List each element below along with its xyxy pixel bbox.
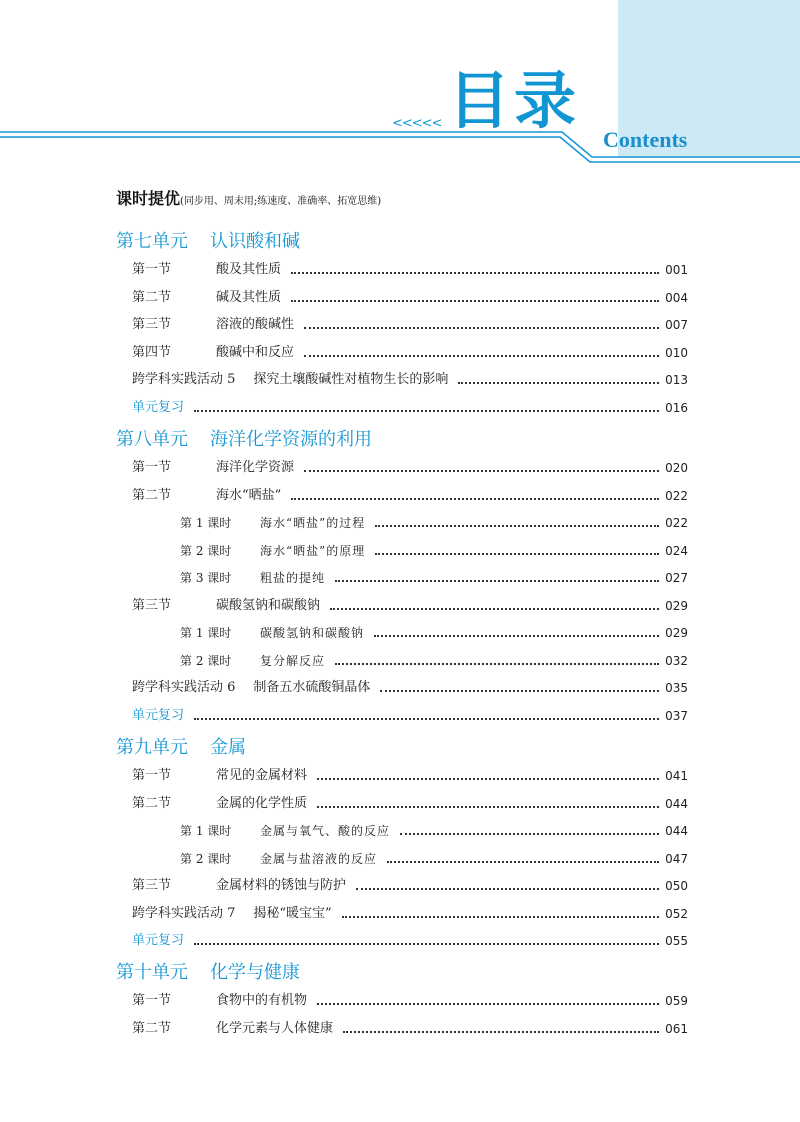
entry-label: 第三节 [132,597,172,613]
toc-entry[interactable] [132,906,688,922]
entry-page: 061 [665,1021,688,1036]
entry-title: 海水“晒盐” [216,487,282,503]
toc-entry[interactable] [132,345,688,361]
toc-entry[interactable] [132,768,688,784]
intro-label: 课时提优 [116,189,181,208]
entry-title: 碱及其性质 [216,289,282,305]
dot-leader [380,690,659,692]
entry-label: 第三节 [132,878,172,893]
entry-page: 041 [665,769,688,783]
entry-label: 第二节 [132,487,172,503]
entry-title: 碳酸氢钠和碳酸钠 [260,626,365,640]
toc-entry[interactable] [180,515,688,531]
dot-leader [342,916,659,918]
unit-title: 海洋化学资源的利用 [210,429,372,450]
entry-label: 第 1 课时 [180,626,232,640]
dot-leader [291,272,659,274]
dot-leader [194,410,659,412]
entry-title: 金属材料的锈蚀与防护 [216,878,347,893]
entry-page: 001 [665,263,688,277]
page-title: 目录 [448,64,581,137]
entry-page: 044 [665,796,688,811]
entry-label: 第 1 课时 [180,824,232,838]
entry-page: 016 [665,400,688,415]
entry-page: 029 [665,626,688,640]
toc-entry[interactable] [180,653,688,669]
toc-entry[interactable] [132,796,688,812]
entry-title: 常见的金属材料 [216,768,308,783]
dot-leader [317,778,659,780]
toc-entry[interactable] [132,400,688,416]
entry-label: 第二节 [132,289,172,305]
toc-entry[interactable] [132,1021,688,1037]
entry-title: 溶液的酸碱性 [216,317,295,332]
entry-page: 037 [665,708,688,723]
entry-title: 化学元素与人体健康 [216,1020,334,1036]
entry-label: 第二节 [132,1020,172,1036]
entry-label: 跨学科实践活动 7 [132,905,236,921]
dot-leader [374,635,659,637]
dot-leader [335,580,659,582]
dot-leader [304,355,659,357]
toc-entry[interactable] [132,488,688,504]
dot-leader [335,663,659,665]
toc-entry[interactable] [180,823,688,839]
toc-entry[interactable] [132,317,688,333]
toc-entry[interactable] [132,460,688,476]
entry-title: 碳酸氢钠和碳酸钠 [216,597,321,613]
entry-title: 金属与氧气、酸的反应 [260,824,391,838]
dot-leader [317,806,659,808]
entry-page: 022 [665,516,688,530]
unit-heading [116,232,300,252]
dot-leader [343,1031,659,1033]
entry-label: 第 1 课时 [180,516,232,530]
unit-heading [116,430,372,450]
entry-page: 050 [665,879,688,893]
entry-label: 单元复习 [132,933,185,948]
entry-page: 022 [665,488,688,503]
dot-leader [375,525,659,527]
entry-page: 020 [665,461,688,475]
toc-entry[interactable] [132,878,688,894]
entry-label: 第 3 课时 [180,571,232,585]
unit-title: 化学与健康 [210,962,300,983]
entry-label: 第 2 课时 [180,851,232,866]
dot-leader [317,1003,659,1005]
entry-page: 007 [665,318,688,332]
title-arrows: <<<<< [392,116,442,131]
entry-label: 第一节 [132,262,172,277]
toc-entry[interactable] [180,851,688,867]
entry-label: 第一节 [132,768,172,783]
dot-leader [291,498,659,500]
entry-title: 揭秘“暖宝宝” [253,905,332,921]
dot-leader [375,553,659,555]
entry-title: 金属的化学性质 [216,795,308,811]
toc-entry[interactable] [132,680,688,696]
dot-leader [458,382,659,384]
entry-page: 052 [665,906,688,921]
toc-entry[interactable] [132,708,688,724]
entry-page: 059 [665,994,688,1008]
entry-page: 013 [665,373,688,387]
dot-leader [400,833,659,835]
toc-entry[interactable] [180,625,688,641]
unit-label: 第九单元 [116,737,188,758]
toc-entry[interactable] [180,543,688,559]
unit-heading [116,738,246,758]
unit-title: 金属 [210,737,246,758]
unit-heading [116,963,300,983]
entry-title: 海水“晒盐”的原理 [260,543,366,558]
dot-leader [387,861,659,863]
entry-label: 第二节 [132,795,172,811]
entry-label: 第一节 [132,993,172,1008]
entry-label: 跨学科实践活动 5 [132,372,236,387]
toc-entry[interactable] [132,290,688,306]
entry-title: 金属与盐溶液的反应 [260,851,378,866]
entry-page: 044 [665,824,688,838]
dot-leader [291,300,659,302]
toc-entry[interactable] [132,598,688,614]
unit-title: 认识酸和碱 [210,231,300,252]
dot-leader [194,718,659,720]
entry-title: 复分解反应 [260,653,326,668]
entry-page: 004 [665,290,688,305]
entry-label: 第三节 [132,317,172,332]
entry-title: 海洋化学资源 [216,460,295,475]
page-subtitle: Contents [603,127,688,152]
unit-label: 第七单元 [116,231,188,252]
unit-label: 第八单元 [116,429,188,450]
entry-title: 制备五水硫酸铜晶体 [253,680,371,695]
dot-leader [304,470,659,472]
entry-title: 海水“晒盐”的过程 [260,516,366,530]
intro-line [116,186,381,209]
toc-entry[interactable] [180,570,688,586]
entry-page: 035 [665,681,688,695]
toc-entry[interactable] [132,262,688,278]
entry-page: 010 [665,345,688,360]
entry-label: 第一节 [132,460,172,475]
entry-label: 第 2 课时 [180,543,232,558]
entry-title: 探究土壤酸碱性对植物生长的影响 [253,372,449,387]
entry-title: 酸及其性质 [216,262,282,277]
entry-label: 第 2 课时 [180,653,232,668]
entry-label: 第四节 [132,344,172,360]
entry-label: 单元复习 [132,399,185,415]
toc-entry[interactable] [132,933,688,949]
entry-page: 027 [665,571,688,585]
entry-title: 食物中的有机物 [216,993,308,1008]
dot-leader [330,608,659,610]
dot-leader [356,888,659,890]
toc-entry[interactable] [132,993,688,1009]
entry-page: 047 [665,851,688,866]
toc-entry[interactable] [132,372,688,388]
entry-title: 酸碱中和反应 [216,344,295,360]
dot-leader [304,327,659,329]
dot-leader [194,943,659,945]
entry-label: 跨学科实践活动 6 [132,680,236,695]
intro-note: (同步用、周末用;练速度、准确率、拓宽思维) [180,196,382,207]
entry-page: 055 [665,934,688,948]
entry-page: 029 [665,598,688,613]
entry-label: 单元复习 [132,707,185,723]
entry-page: 032 [665,653,688,668]
entry-title: 粗盐的提纯 [260,571,326,585]
unit-label: 第十单元 [116,962,188,983]
entry-page: 024 [665,543,688,558]
